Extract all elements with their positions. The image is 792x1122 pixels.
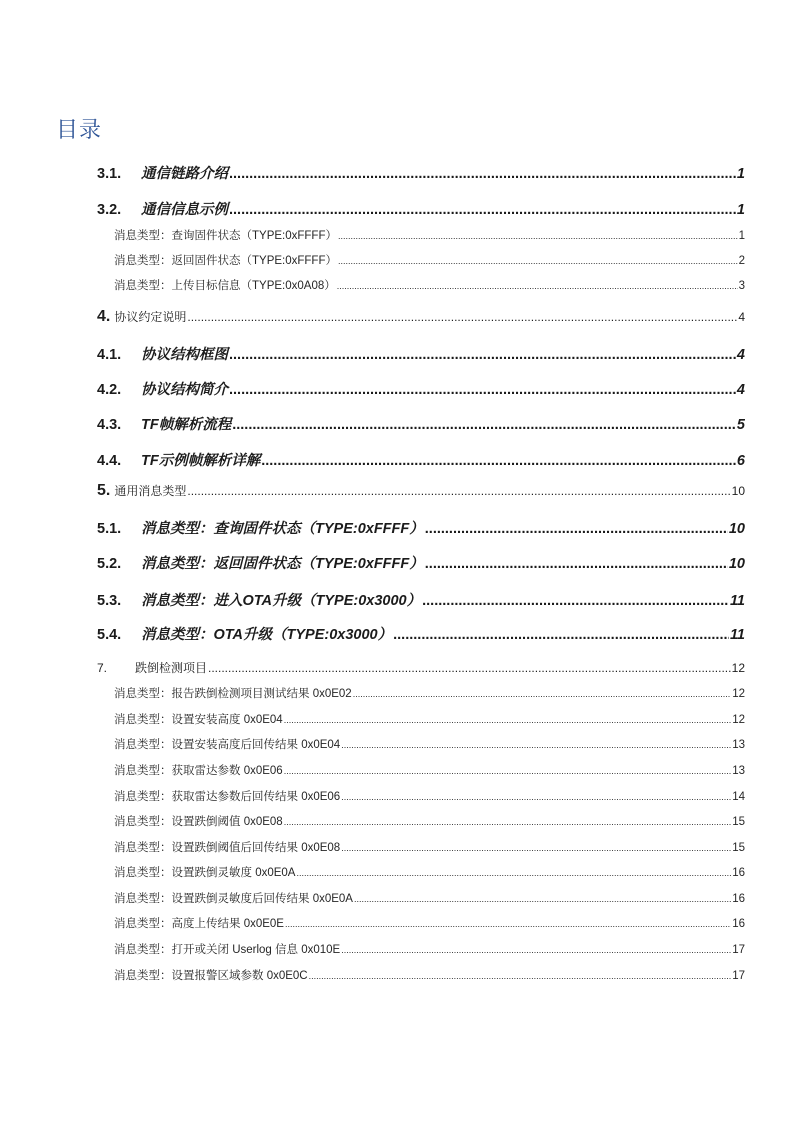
toc-leader xyxy=(208,661,731,675)
toc-leader xyxy=(296,868,731,878)
toc-title: 通用消息类型 xyxy=(114,484,187,498)
toc-title: 消息类型：OTA升级（TYPE:0x3000） xyxy=(141,627,393,643)
toc-page: 10 xyxy=(728,556,745,572)
toc-page: 4 xyxy=(736,382,745,398)
toc-sub-entry[interactable] xyxy=(114,890,745,906)
toc-page: 5 xyxy=(736,417,745,433)
toc-leader xyxy=(341,843,731,853)
page-title: 目录 xyxy=(56,118,103,143)
toc-leader xyxy=(284,715,732,725)
toc-title: 消息类型：上传目标信息（TYPE:0x0A08） xyxy=(114,280,336,292)
toc-page: 12 xyxy=(731,661,745,675)
toc-entry-7[interactable] xyxy=(97,659,745,676)
toc-title: 通信链路介绍 xyxy=(141,166,228,182)
toc-sub-entry[interactable] xyxy=(114,864,745,880)
toc-leader xyxy=(284,817,732,827)
toc-number: 5.3. xyxy=(97,593,122,609)
toc-title: 消息类型：返回固件状态（TYPE:0xFFFF） xyxy=(114,255,337,267)
toc-sub-entry[interactable] xyxy=(114,252,745,268)
toc-leader xyxy=(285,919,731,929)
toc-page: 2 xyxy=(738,255,745,267)
toc-title: TF示例帧解析详解 xyxy=(141,453,261,469)
toc-sub-entry[interactable] xyxy=(114,788,745,804)
toc-sub-entry[interactable] xyxy=(114,277,745,293)
toc-leader xyxy=(187,484,730,498)
toc-number: 4.1. xyxy=(97,347,122,363)
toc-title: 消息类型：设置报警区域参数 0x0E0C xyxy=(114,970,308,982)
toc-page: 6 xyxy=(736,453,745,469)
toc-sub-entry[interactable] xyxy=(114,915,745,931)
toc-title: 消息类型：高度上传结果 0x0E0E xyxy=(114,918,284,930)
toc-title: 消息类型：查询固件状态（TYPE:0xFFFF） xyxy=(141,521,424,537)
toc-entry-5-4[interactable] xyxy=(97,623,745,644)
toc-title: 消息类型：设置跌倒阈值 0x0E08 xyxy=(114,816,283,828)
toc-page: 16 xyxy=(732,867,745,879)
toc-number: 4.4. xyxy=(97,453,122,469)
toc-number: 5.4. xyxy=(97,627,122,643)
toc-entry-4-1[interactable] xyxy=(97,343,745,364)
toc-title: 消息类型：打开或关闭 Userlog 信息 0x010E xyxy=(114,944,341,956)
toc-page: 10 xyxy=(731,484,745,498)
toc-title: 消息类型：设置安装高度后回传结果 0x0E04 xyxy=(114,739,341,751)
toc-page: 12 xyxy=(732,688,745,700)
toc-title: 消息类型：获取雷达参数后回传结果 0x0E06 xyxy=(114,791,341,803)
toc-sub-entry[interactable] xyxy=(114,762,745,778)
toc-number: 3.2. xyxy=(97,202,122,218)
toc-number: 4. xyxy=(97,308,111,325)
toc-page: 3 xyxy=(738,280,745,292)
toc-entry-4-3[interactable] xyxy=(97,413,745,434)
toc-title: 消息类型：设置跌倒阈值后回传结果 0x0E08 xyxy=(114,842,341,854)
toc-sub-entry[interactable] xyxy=(114,813,745,829)
toc-leader xyxy=(338,231,738,241)
toc-page: 13 xyxy=(732,765,745,777)
toc-entry-4-4[interactable] xyxy=(97,449,745,470)
toc-title: 消息类型：返回固件状态（TYPE:0xFFFF） xyxy=(141,556,424,572)
toc-page: 1 xyxy=(738,230,745,242)
toc-sub-entry[interactable] xyxy=(114,967,745,983)
toc-title: 协议结构简介 xyxy=(141,382,228,398)
toc-leader xyxy=(425,556,728,572)
toc-entry-5-3[interactable] xyxy=(97,589,745,610)
toc-page: 4 xyxy=(736,347,745,363)
toc-leader xyxy=(229,347,736,363)
toc-leader xyxy=(337,281,738,291)
toc-page: 16 xyxy=(732,918,745,930)
toc-number: 7. xyxy=(97,661,108,675)
toc-leader xyxy=(309,971,732,981)
toc-number: 5. xyxy=(97,482,111,499)
toc-page: 15 xyxy=(732,816,745,828)
toc-leader xyxy=(422,593,729,609)
toc-page: 12 xyxy=(732,714,745,726)
toc-page: 1 xyxy=(736,202,745,218)
toc-leader xyxy=(341,740,731,750)
toc-leader xyxy=(229,382,736,398)
toc-leader xyxy=(353,689,732,699)
toc-page: 1 xyxy=(736,166,745,182)
toc-leader xyxy=(393,627,729,643)
toc-title: 通信信息示例 xyxy=(141,202,228,218)
toc-leader xyxy=(232,417,736,433)
toc-sub-entry[interactable] xyxy=(114,941,745,957)
toc-title: 消息类型：获取雷达参数 0x0E06 xyxy=(114,765,283,777)
toc-leader xyxy=(284,766,732,776)
toc-number: 4.3. xyxy=(97,417,122,433)
toc-leader xyxy=(425,521,728,537)
toc-title: 消息类型：查询固件状态（TYPE:0xFFFF） xyxy=(114,230,337,242)
toc-entry-4[interactable] xyxy=(97,308,745,326)
toc-entry-5[interactable] xyxy=(97,482,745,500)
toc-entry-5-2[interactable] xyxy=(97,552,745,573)
toc-page: 16 xyxy=(732,893,745,905)
toc-leader xyxy=(187,310,737,324)
toc-leader xyxy=(261,453,736,469)
toc-title: 消息类型：设置跌倒灵敏度后回传结果 0x0E0A xyxy=(114,893,353,905)
toc-sub-entry[interactable] xyxy=(114,685,745,701)
toc-sub-entry[interactable] xyxy=(114,839,745,855)
toc-page: 13 xyxy=(732,739,745,751)
toc-number: 4.2. xyxy=(97,382,122,398)
toc-leader xyxy=(229,202,736,218)
toc-title: TF帧解析流程 xyxy=(141,417,232,433)
toc-sub-entry[interactable] xyxy=(114,736,745,752)
toc-page: 10 xyxy=(728,521,745,537)
toc-entry-5-1[interactable] xyxy=(97,517,745,538)
toc-number: 3.1. xyxy=(97,166,122,182)
toc-title: 协议约定说明 xyxy=(114,310,187,324)
toc-title: 协议结构框图 xyxy=(141,347,228,363)
toc-leader xyxy=(341,945,731,955)
toc-page: 11 xyxy=(729,593,745,609)
toc-entry-3-2[interactable] xyxy=(97,198,745,219)
toc-title: 消息类型：进入OTA升级（TYPE:0x3000） xyxy=(141,593,422,609)
toc-leader xyxy=(354,894,731,904)
toc-page: 14 xyxy=(732,791,745,803)
toc-page: 17 xyxy=(732,970,745,982)
toc-entry-3-1[interactable] xyxy=(97,162,745,183)
toc-page: 17 xyxy=(732,944,745,956)
toc-number: 5.1. xyxy=(97,521,122,537)
toc-sub-entry[interactable] xyxy=(114,227,745,243)
toc-title: 消息类型：报告跌倒检测项目测试结果 0x0E02 xyxy=(114,688,352,700)
toc-sub-entry[interactable] xyxy=(114,711,745,727)
toc-title: 跌倒检测项目 xyxy=(135,661,208,675)
toc-entry-4-2[interactable] xyxy=(97,378,745,399)
toc-leader xyxy=(229,166,736,182)
toc-title: 消息类型：设置跌倒灵敏度 0x0E0A xyxy=(114,867,296,879)
toc-leader xyxy=(338,256,738,266)
toc-leader xyxy=(341,792,731,802)
toc-page: 4 xyxy=(738,310,745,324)
toc-page: 15 xyxy=(732,842,745,854)
toc-number: 5.2. xyxy=(97,556,122,572)
toc-title: 消息类型：设置安装高度 0x0E04 xyxy=(114,714,283,726)
toc-page: 11 xyxy=(729,627,745,643)
